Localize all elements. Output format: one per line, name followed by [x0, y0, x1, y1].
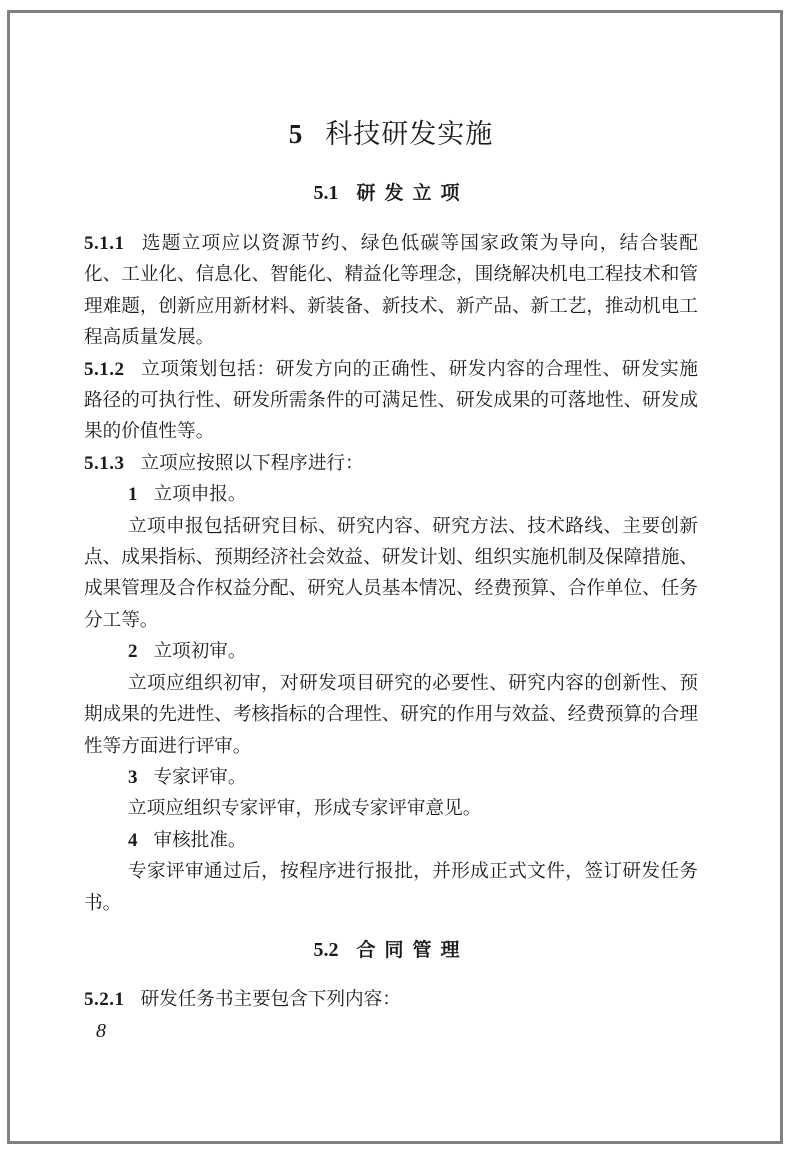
section-5-2-body — [84, 984, 698, 1015]
list-item-3-text: 立项应组织专家评审，形成专家评审意见。 — [128, 798, 482, 820]
section-title-5-2 — [84, 936, 698, 964]
list-item-2-title — [84, 636, 698, 667]
item-number: 3 — [128, 766, 138, 788]
clause-number: 5.1.2 — [84, 358, 125, 380]
section-title-5-1 — [84, 179, 698, 207]
clause-text: 研发任务书主要包含下列内容： — [140, 989, 401, 1010]
chapter-number: 5 — [288, 119, 304, 149]
list-item-2-text: 立项应组织初审，对研发项目研究的必要性、研究内容的创新性、预期成果的先进性、考核指标的合理性、研究的作用与效益、经费预算的合理性等方面进行评审。 — [84, 672, 698, 757]
clause-5-1-1 — [84, 228, 698, 354]
clause-5-2-1 — [84, 984, 698, 1015]
section-title-text: 研发立项 — [356, 182, 469, 204]
item-title: 专家评审。 — [153, 766, 247, 788]
list-item-1-text: 立项申报包括研究目标、研究内容、研究方法、技术路线、主要创新点、成果指标、预期经济社会效益、研发计划、组织实施机制及保障措施、成果管理及合作权益分配、研究人员基本情况、经费预算、合作单位、任务分工等。 — [84, 515, 698, 631]
item-title: 审核批准。 — [153, 829, 247, 851]
list-item-1-title — [84, 479, 698, 510]
section-title-text: 合同管理 — [356, 939, 469, 961]
list-item-4-title — [84, 825, 698, 856]
clause-5-1-2 — [84, 354, 698, 448]
clause-text: 选题立项应以资源节约、绿色低碳等国家政策为导向，结合装配化、工业化、信息化、智能化、精益化等理念，围绕解决机电工程技术和管理难题，创新应用新材料、新装备、新技术、新产品、新工艺，推动机电工程高质量发展。 — [84, 233, 698, 349]
section-5-1-body — [84, 228, 698, 919]
clause-text: 立项应按照以下程序进行： — [140, 452, 364, 474]
item-number: 2 — [128, 641, 138, 663]
item-number: 1 — [128, 484, 138, 506]
item-title: 立项申报。 — [153, 484, 247, 506]
item-title: 立项初审。 — [153, 641, 247, 663]
list-item-4-text: 专家评审通过后，按程序进行报批，并形成正式文件，签订研发任务书。 — [84, 861, 698, 914]
clause-number: 5.1.3 — [84, 452, 125, 474]
list-item-3-title — [84, 762, 698, 793]
chapter-title — [84, 116, 698, 153]
clause-text: 立项策划包括：研发方向的正确性、研发内容的合理性、研发实施路径的可执行性、研发所需条件的可满足性、研发成果的可落地性、研发成果的价值性等。 — [84, 358, 698, 443]
clause-number: 5.1.1 — [84, 233, 125, 254]
page-number: 8 — [96, 1020, 106, 1042]
section-number: 5.1 — [313, 182, 339, 204]
item-number: 4 — [128, 829, 138, 851]
clause-5-1-3 — [84, 448, 698, 479]
chapter-title-text: 科技研发实施 — [325, 119, 494, 150]
clause-number: 5.2.1 — [84, 989, 125, 1010]
section-number: 5.2 — [313, 939, 339, 961]
